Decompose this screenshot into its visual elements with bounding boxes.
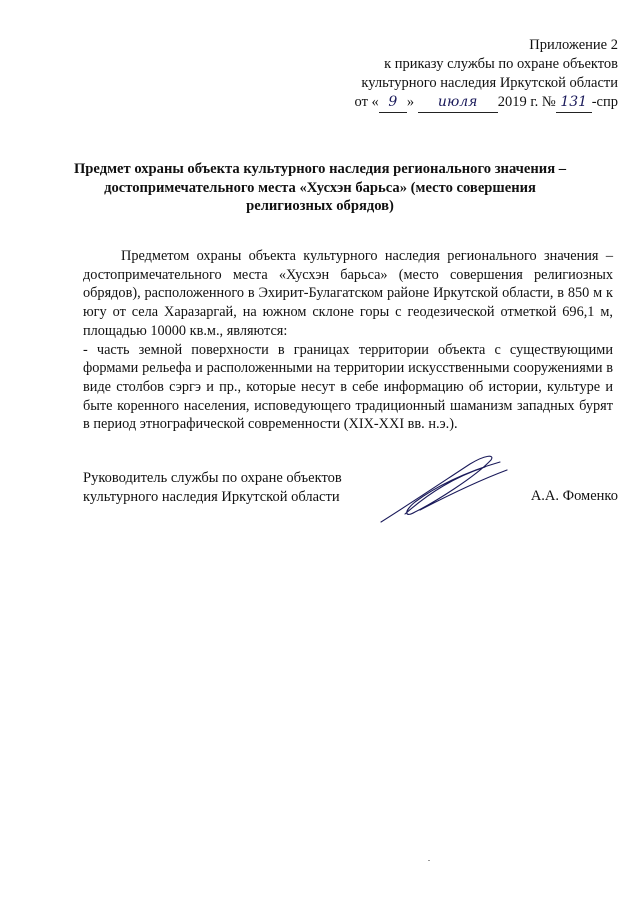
day-field	[379, 93, 407, 113]
body-paragraph-1: Предметом охраны объекта культурного наследия регионального значения – достопримечательного места «Хусхэн барьса» (место совершения религиозных обрядов), расположенного в Эхирит-Булагатском районе Иркутской области, в 850 м к югу от села Харазаргай, на южном склоне горы с геодезической отметкой 696,1 м, площадью 10000 кв.м., являются:	[83, 248, 613, 339]
order-reference: к приказу службы по охране объектов	[384, 56, 618, 72]
order-date-number	[355, 93, 618, 113]
handwritten-number: 131	[560, 94, 588, 110]
appendix-number: Приложение 2	[529, 37, 618, 53]
title-line-1: Предмет охраны объекта культурного наследия регионального значения –	[73, 161, 567, 177]
year-text: 2019 г. №	[497, 94, 556, 110]
handwritten-signature	[375, 452, 515, 527]
title-line-3: религиозных обрядов)	[246, 198, 394, 214]
date-mid: »	[406, 94, 415, 110]
handwritten-day: 9	[388, 94, 398, 110]
month-field	[418, 93, 498, 113]
title-line-2: достопримечательного места «Хусхэн барьса» (место совершения	[104, 179, 536, 196]
scan-speck	[428, 860, 430, 861]
position-line-1: Руководитель службы по охране объектов	[83, 470, 342, 486]
number-suffix: -спр	[591, 94, 618, 110]
position-line-2: культурного наследия Иркутской области	[83, 489, 340, 505]
date-prefix: от «	[354, 94, 379, 110]
issuing-authority: культурного наследия Иркутской области	[361, 75, 618, 91]
body-paragraph-2: - часть земной поверхности в границах территории объекта с существующими формами рельефа и расположенными на территории искусственными сооружениями в виде столбов сэргэ и пр., которые несут в себе информацию об истории, культуре и быте коренного населения, исповедующего традиционный шаманизм западных бурят в период этнографической современности (XIX-XXI вв. н.э.).	[83, 341, 613, 433]
signatory-name: А.А. Фоменко	[530, 488, 618, 504]
signatory-position	[83, 469, 342, 507]
number-field	[556, 93, 592, 113]
handwritten-month: июля	[437, 94, 478, 110]
document-body	[83, 247, 613, 434]
appendix-header	[355, 36, 618, 113]
document-title	[60, 160, 580, 216]
